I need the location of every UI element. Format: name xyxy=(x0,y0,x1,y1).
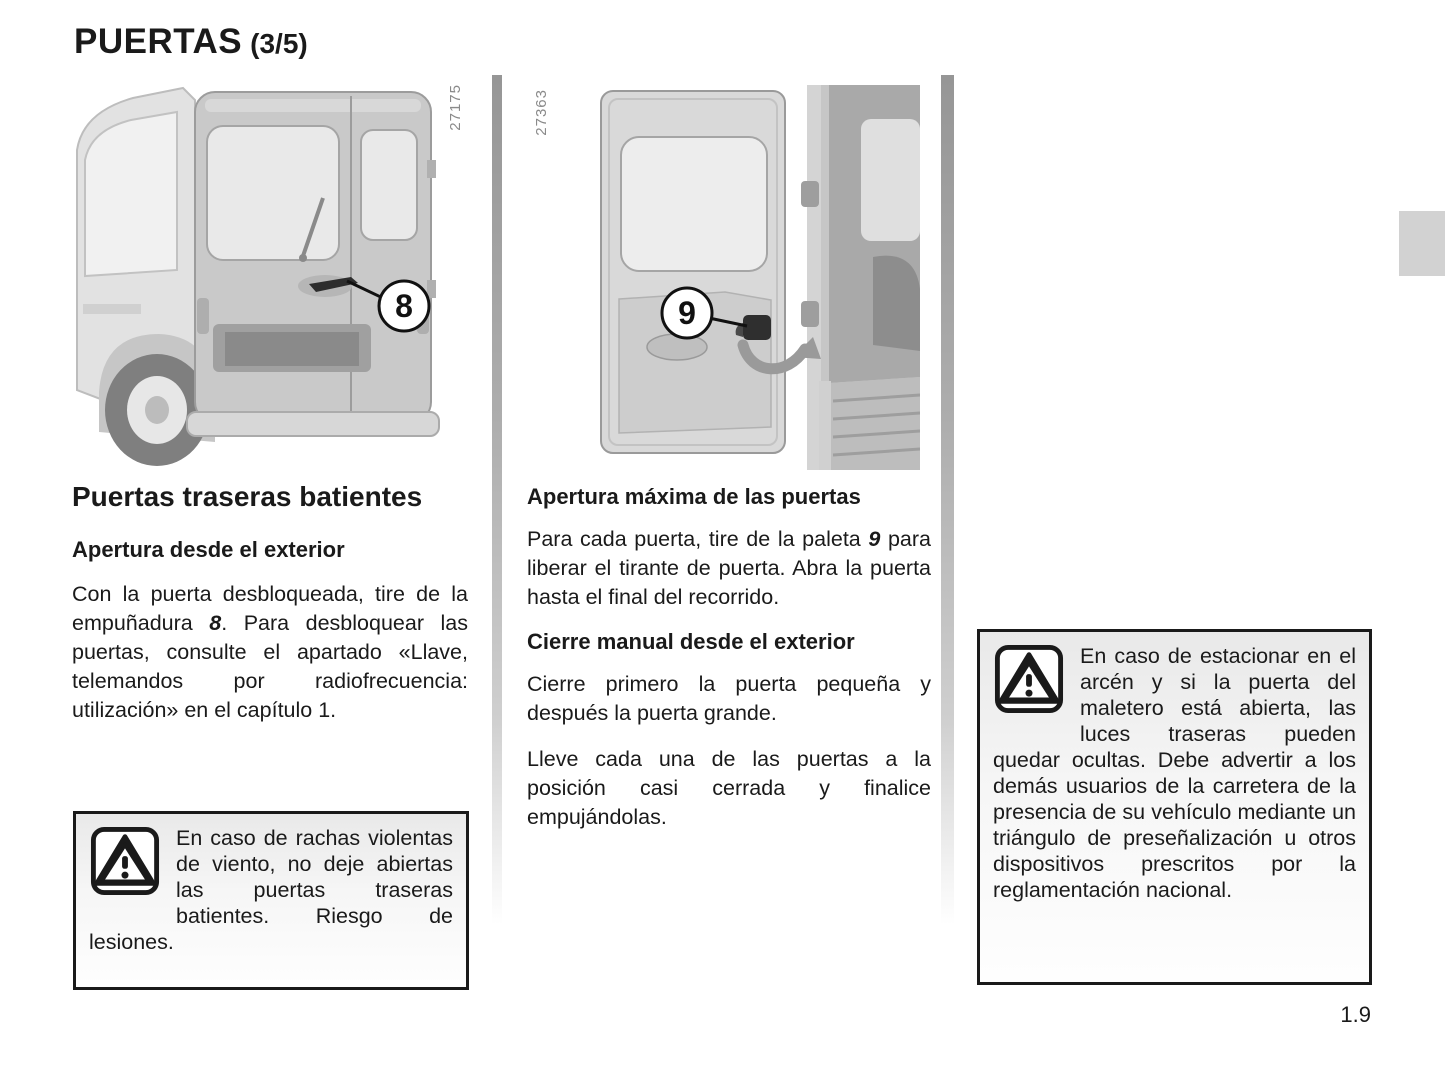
van-open-door-illustration xyxy=(575,85,920,470)
figure-rear-view xyxy=(75,78,470,470)
callout-reference-9: 9 xyxy=(868,527,881,551)
page-title xyxy=(74,22,308,62)
paragraph-max-opening xyxy=(527,525,931,612)
section-heading: Puertas traseras batientes xyxy=(72,481,423,512)
figure-open-door xyxy=(533,85,923,470)
callout-9-label: 9 xyxy=(678,295,696,331)
page-number: 1.9 xyxy=(1340,1002,1371,1027)
warning-box-parking xyxy=(977,629,1372,985)
column-divider xyxy=(941,75,954,933)
callout-reference-8: 8 xyxy=(209,611,222,635)
warning-triangle-icon xyxy=(90,826,160,896)
figure-id-label: 27363 xyxy=(533,89,550,136)
callout-8-label: 8 xyxy=(395,288,413,324)
paragraph-close-order: Cierre primero la puerta pequeña y después la puerta grande. xyxy=(527,672,931,725)
left-column xyxy=(72,481,468,742)
warning-text: En caso de rachas violentas de viento, no deje abiertas las puertas traseras batientes. Riesgo de lesiones. xyxy=(89,826,453,954)
van-rear-illustration xyxy=(75,78,470,470)
sub-heading-max-opening: Apertura máxima de las puertas xyxy=(527,484,861,509)
page-title-text: PUERTAS xyxy=(74,22,243,61)
paragraph-text: Para cada puerta, tire de la paleta xyxy=(527,527,869,551)
paragraph-text: Con la puerta desbloqueada, tire de la empuñadura xyxy=(72,582,468,635)
warning-text: En caso de estacionar en el arcén y si la puerta del maletero está abierta, las luces traseras pueden quedar ocultas. Debe advertir a los demás usuarios de la carretera de la presencia de su vehículo mediante un triángulo de preseñalización u otros dispositivos prescritos por la reglamentación nacional. xyxy=(993,644,1356,902)
paragraph-text: para liberar el tirante de puerta. Abra la puerta hasta el final del recorrido. xyxy=(527,527,931,609)
middle-column xyxy=(527,484,931,849)
paragraph-exterior-opening xyxy=(72,580,468,725)
sub-heading-manual-closing: Cierre manual desde el exterior xyxy=(527,629,855,654)
paragraph-push-closed: Lleve cada una de las puertas a la posición casi cerrada y finalice empujándolas. xyxy=(527,747,931,829)
page-title-suffix: (3/5) xyxy=(250,28,308,59)
chapter-index-tab xyxy=(1399,211,1445,276)
figure-id-label: 27175 xyxy=(447,84,464,131)
warning-triangle-icon xyxy=(994,644,1064,714)
warning-box-wind xyxy=(73,811,469,990)
column-divider xyxy=(492,75,502,933)
sub-heading-exterior-opening: Apertura desde el exterior xyxy=(72,537,345,562)
paragraph-text: . Para desbloquear las puertas, consulte el apartado «Llave, telemandos por radiofrecuencia: utilización» en el capítulo 1. xyxy=(72,611,468,722)
